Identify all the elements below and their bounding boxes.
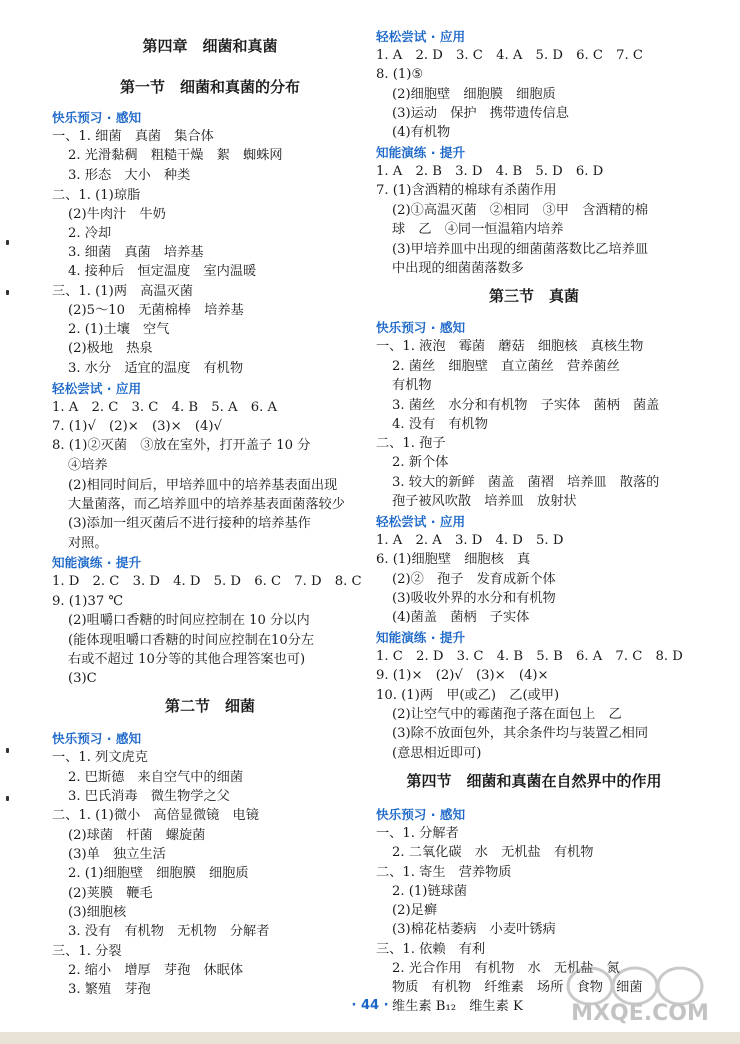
answer-line: 二、1. 寄生 营养物质 [376,865,512,880]
answer-line: (4)菌盖 菌柄 子实体 [392,610,530,625]
margin-dot [6,290,9,295]
answer-line: 3. 巴氏消毒 微生物学之父 [68,789,230,804]
margin-dot [6,748,9,753]
subsection-header: 轻松尝试 · 应用 [376,514,466,529]
answer-line: 2. 缩小 增厚 芽孢 休眠体 [68,963,244,978]
answer-line: 大量菌落，而乙培养皿中的培养基表面菌落较少 [68,497,345,512]
answer-line: 4. 接种后 恒定温度 室内温暖 [68,264,257,279]
answer-line: 2. 光合作用 有机物 水 无机盐 氮 [392,961,620,976]
answer-line: (2)极地 热泉 [68,341,153,356]
section-title: 第三节 真菌 [488,287,579,305]
answer-line: 9. (1)37 ℃ [52,594,124,609]
answer-line: 1. C 2. D 3. C 4. B 5. B 6. A 7. C 8. D [376,649,683,664]
answer-line: (2)咀嚼口香糖的时间应控制在 10 分以内 [68,613,310,628]
answer-line: (2)让空气中的霉菌孢子落在面包上 乙 [392,707,622,722]
answer-line: 2. 菌丝 细胞壁 直立菌丝 营养菌丝 [392,359,620,374]
margin-dot [6,240,9,245]
answer-line: 9. (1)× (2)√ (3)× (4)× [376,668,549,683]
answer-line: (2)足癣 [392,903,438,918]
subsection-header: 快乐预习 · 感知 [52,110,142,125]
subsection-header: 知能演练 · 提升 [376,145,466,160]
answer-line: 8. (1)②灭菌 ③放在室外，打开盖子 10 分 [52,438,311,453]
watermark-logo [560,964,720,1024]
answer-line: 一、1. 细菌 真菌 集合体 [52,129,214,144]
answer-line: 7. (1)含酒精的棉球有杀菌作用 [376,183,557,198]
answer-line: (3)单 独立生活 [68,847,166,862]
answer-line: 3. 没有 有机物 无机物 分解者 [68,924,270,939]
subsection-header: 快乐预习 · 感知 [376,320,466,335]
answer-line: 1. A 2. D 3. C 4. A 5. D 6. C 7. C [376,48,644,63]
answer-line: 一、1. 分解者 [376,826,459,841]
answer-line: 2. 冷却 [68,226,112,241]
answer-line: (3)细胞核 [68,905,127,920]
watermark-text: MXQE.COM [571,1001,709,1024]
answer-line: 二、1. (1)琼脂 [52,188,141,203]
subsection-header: 知能演练 · 提升 [52,555,142,570]
subsection-header: 知能演练 · 提升 [376,630,466,645]
answer-line: 二、1. (1)微小 高倍显微镜 电镜 [52,808,259,823]
answer-line: 球 乙 ④同一恒温箱内培养 [392,222,564,237]
answer-line: 2. (1)细胞壁 细胞膜 细胞质 [68,866,249,881]
answer-line: 3. 较大的新鲜 菌盖 菌褶 培养皿 散落的 [392,475,660,490]
answer-line: 三、1. 依赖 有利 [376,942,486,957]
answer-line: (3)棉花枯萎病 小麦叶锈病 [392,922,556,937]
answer-line: 3. 形态 大小 种类 [68,168,191,183]
answer-line: (能体现咀嚼口香糖的时间应控制在10分左 [68,633,315,648]
answer-line: 三、1. (1)两 高温灭菌 [52,284,193,299]
answer-line: 6. (1)细胞壁 细胞核 真 [376,552,531,567]
answer-line: (3)吸收外界的水分和有机物 [392,591,556,606]
subsection-header: 轻松尝试 · 应用 [52,381,142,396]
section-title: 第二节 细菌 [164,697,255,715]
section-title: 第四章 细菌和真菌 [142,37,278,55]
answer-line: 1. A 2. B 3. D 4. B 5. D 6. D [376,164,604,179]
section-title: 第四节 细菌和真菌在自然界中的作用 [406,772,662,790]
answer-line: 维生素 B₁₂ 维生素 K [392,999,523,1014]
answer-line: 一、1. 液泡 霉菌 蘑菇 细胞核 真核生物 [376,339,644,354]
answer-line: (2)牛肉汁 牛奶 [68,207,166,222]
answer-line: ④培养 [68,458,108,473]
answer-line: 一、1. 列文虎克 [52,750,148,765]
answer-line: (4)有机物 [392,125,451,140]
answer-line: 2. (1)链球菌 [392,884,468,899]
page-number: · 44 · [351,998,389,1013]
answer-line: 有机物 [392,378,432,393]
answer-line: (3)运动 保护 携带遗传信息 [392,106,569,121]
answer-line: 二、1. 孢子 [376,436,446,451]
answer-line: (2)② 孢子 发育成新个体 [392,572,556,587]
answer-line: 物质 有机物 纤维素 场所 食物 细菌 [392,980,643,995]
bottom-rule [0,1032,740,1044]
answer-line: 中出现的细菌菌落数多 [392,261,524,276]
answer-line: 4. 没有 有机物 [392,417,488,432]
answer-line: 2. 巴斯德 来自空气中的细菌 [68,770,244,785]
answer-line: 1. A 2. C 3. C 4. B 5. A 6. A [52,400,278,415]
answer-line: 3. 细菌 真菌 培养基 [68,245,204,260]
answer-line: 右或不超过 10分等的其他合理答案也可) [68,652,306,667]
answer-line: 1. D 2. C 3. D 4. D 5. D 6. C 7. D 8. C [52,574,362,589]
answer-line: (3)C [68,671,97,686]
answer-line: 2. 二氧化碳 水 无机盐 有机物 [392,845,594,860]
answer-line: (2)相同时间后，甲培养皿中的培养基表面出现 [68,478,338,493]
answer-line: 2. 新个体 [392,455,449,470]
answer-line: (3)除不放面包外，其余条件均与装置乙相同 [392,726,649,741]
answer-line: (2)球菌 杆菌 螺旋菌 [68,828,206,843]
answer-line: 7. (1)√ (2)× (3)× (4)√ [52,419,222,434]
answer-line: (2)荚膜 鞭毛 [68,886,153,901]
answer-line: 3. 菌丝 水分和有机物 子实体 菌柄 菌盖 [392,398,660,413]
answer-line: 1. A 2. A 3. D 4. D 5. D [376,533,564,548]
answer-line: 2. (1)土壤 空气 [68,322,170,337]
answer-line: 3. 水分 适宜的温度 有机物 [68,361,244,376]
answer-line: 对照。 [68,536,108,551]
answer-line: 10. (1)两 甲(或乙) 乙(或甲) [376,688,560,703]
answer-line: (3)甲培养皿中出现的细菌菌落数比乙培养皿 [392,242,649,257]
margin-dot [6,796,9,801]
answer-line: 三、1. 分裂 [52,944,122,959]
answer-line: (2)5～10 无菌棉棒 培养基 [68,303,244,318]
subsection-header: 快乐预习 · 感知 [52,731,142,746]
answer-line: (2)①高温灭菌 ②相同 ③甲 含酒精的棉 [392,203,649,218]
answer-line: 3. 繁殖 芽孢 [68,982,151,997]
subsection-header: 快乐预习 · 感知 [376,807,466,822]
answer-line: (意思相近即可) [392,746,482,761]
section-title: 第一节 细菌和真菌的分布 [119,78,300,96]
answer-line: 孢子被风吹散 培养皿 放射状 [392,494,577,509]
answer-line: 2. 光滑黏稠 粗糙干燥 絮 蜘蛛网 [68,148,283,163]
answer-line: (2)细胞壁 细胞膜 细胞质 [392,87,556,102]
subsection-header: 轻松尝试 · 应用 [376,29,466,44]
answer-line: 8. (1)⑤ [376,67,424,82]
answer-line: (3)添加一组灭菌后不进行接种的培养基作 [68,516,311,531]
